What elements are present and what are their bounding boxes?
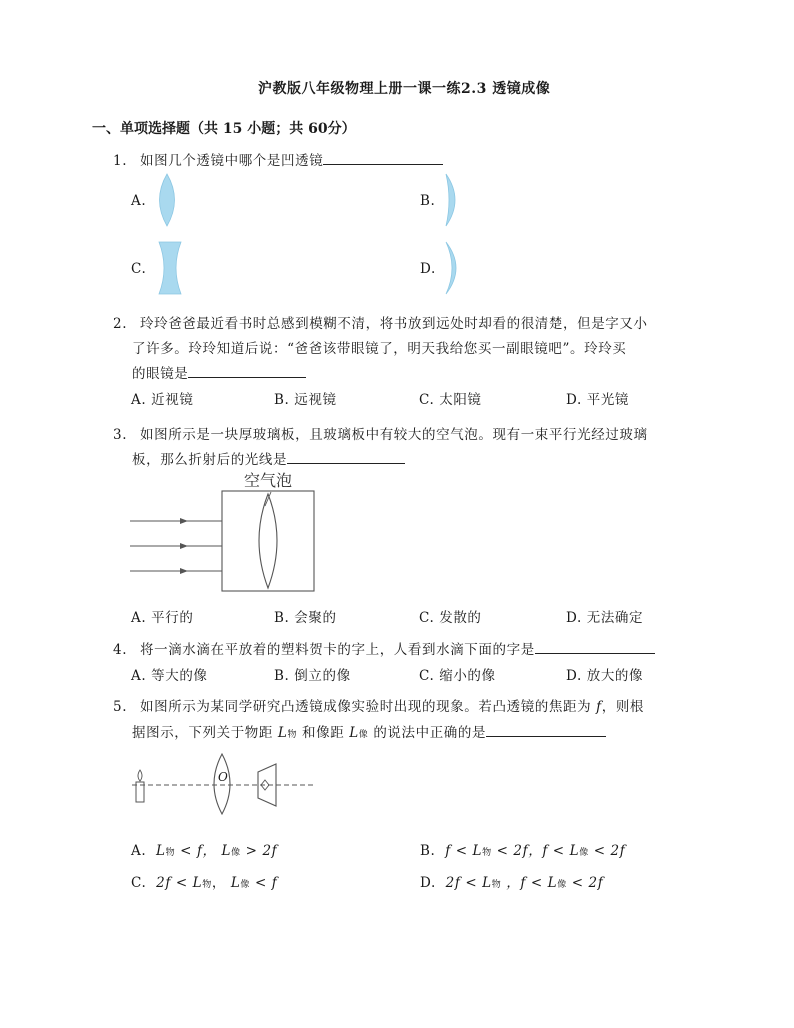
question-text: 如图几个透镜中哪个是凹透镜	[140, 153, 324, 169]
lens-b-planoconvex	[442, 172, 466, 228]
question-text: 玲玲爸爸最近看书时总感到模糊不清，将书放到远处时却看的很清楚，但是字又小	[140, 316, 648, 332]
q5-option-a: A. L物 < f， L像 > 2f	[131, 843, 278, 859]
q4-option-d: D. 放大的像	[566, 668, 644, 684]
q4-option-a: A. 等大的像	[131, 668, 208, 684]
option-c-label: C.	[131, 261, 147, 277]
lens-c-biconcave	[157, 240, 183, 296]
question-number: 1.	[113, 153, 128, 169]
question-4	[113, 638, 655, 658]
question-2-line-1	[113, 312, 648, 332]
glass-plate-figure	[128, 490, 318, 595]
option-b-label: B.	[420, 193, 436, 209]
lens-a-biconvex	[152, 172, 182, 228]
question-number: 5.	[113, 699, 128, 715]
q5-option-c: C. 2f < L物， L像 < f	[131, 875, 278, 891]
question-text: 如图所示是一块厚玻璃板，且玻璃板中有较大的空气泡。现有一束平行光经过玻璃	[140, 427, 648, 443]
question-3-line-1	[113, 423, 648, 443]
focal-length-symbol: f	[596, 699, 602, 715]
q3-option-c: C. 发散的	[419, 610, 482, 626]
q3-option-d: D. 无法确定	[566, 610, 644, 626]
air-bubble-label: 空气泡	[244, 471, 293, 490]
question-5-line-1: 5. 如图所示为某同学研究凸透镜成像实验时出现的现象。若凸透镜的焦距为 f，则根	[113, 699, 645, 715]
question-3-line-2: 板，那么折射后的光线是	[132, 448, 405, 468]
question-number: 3.	[113, 427, 128, 443]
question-2-line-3: 的眼镜是	[132, 362, 306, 382]
section-header: 一、单项选择题（共 15 小题；共 60分）	[92, 121, 356, 137]
q4-option-c: C. 缩小的像	[419, 668, 496, 684]
answer-blank[interactable]	[287, 449, 405, 464]
q2-option-c: C. 太阳镜	[419, 392, 482, 408]
answer-blank[interactable]	[323, 150, 443, 165]
lens-center-label: O	[218, 770, 228, 784]
question-number: 4.	[113, 642, 128, 658]
answer-blank[interactable]	[486, 722, 606, 737]
lens-d-meniscus	[442, 240, 468, 296]
question-number: 2.	[113, 316, 128, 332]
q5-option-d: D. 2f < L物 ，f < L像 < 2f	[420, 875, 604, 891]
option-a-label: A.	[131, 193, 147, 209]
answer-blank[interactable]	[188, 363, 306, 378]
answer-blank[interactable]	[535, 639, 655, 654]
question-text: 将一滴水滴在平放着的塑料贺卡的字上，人看到水滴下面的字是	[140, 642, 535, 658]
page-title: 沪教版八年级物理上册一课一练2.3 透镜成像	[258, 81, 551, 97]
q2-option-b: B. 远视镜	[274, 392, 337, 408]
q2-option-a: A. 近视镜	[131, 392, 194, 408]
q4-option-b: B. 倒立的像	[274, 668, 351, 684]
q2-option-d: D. 平光镜	[566, 392, 630, 408]
question-5-line-2: 据图示，下列关于物距 L物 和像距 L像 的说法中正确的是	[132, 721, 606, 741]
question-1	[113, 149, 443, 169]
q3-option-a: A. 平行的	[131, 610, 194, 626]
q5-option-b: B. f < L物 < 2f，f < L像 < 2f	[420, 843, 626, 859]
q3-option-b: B. 会聚的	[274, 610, 337, 626]
option-d-label: D.	[420, 261, 436, 277]
question-2-line-2: 了许多。玲玲知道后说：“爸爸该带眼镜了，明天我给您买一副眼镜吧”。玲玲买	[132, 341, 627, 357]
